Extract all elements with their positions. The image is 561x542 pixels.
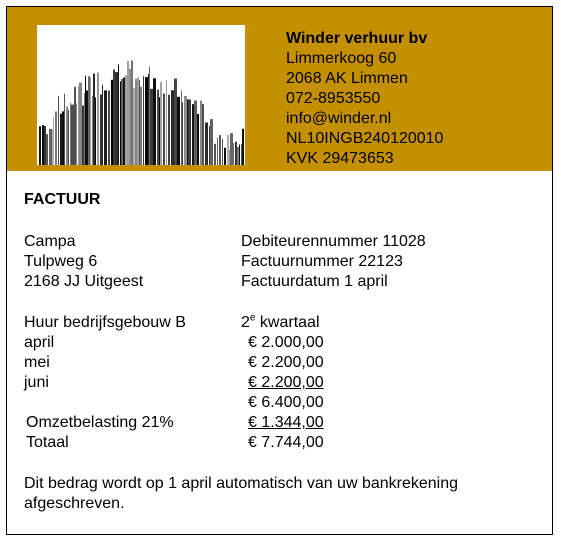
invoice-date: Factuurdatum 1 april: [241, 273, 388, 290]
skyline-bar: [55, 112, 57, 165]
skyline-bar: [157, 90, 159, 165]
rental-description: Huur bedrijfsgebouw B: [24, 314, 186, 331]
invoice-number: Factuurnummer 22123: [241, 253, 403, 270]
line-amount: € 2.000,00: [248, 334, 324, 351]
skyline-bar: [93, 73, 95, 165]
skyline-bar: [133, 88, 135, 165]
skyline-bar: [187, 99, 188, 165]
skyline-bar: [97, 73, 99, 165]
skyline-bar: [219, 135, 221, 165]
skyline-bar: [163, 93, 165, 165]
skyline-bar: [60, 114, 62, 165]
skyline-bar: [202, 104, 204, 165]
skyline-bar: [227, 135, 229, 165]
skyline-bar: [131, 60, 133, 165]
skyline-bar: [150, 89, 153, 165]
customer-name: Campa: [24, 233, 76, 250]
skyline-bar: [88, 76, 90, 165]
skyline-bar: [139, 80, 140, 165]
skyline-bar: [230, 133, 233, 165]
skyline-bar: [205, 122, 208, 165]
skyline-bar: [120, 81, 121, 165]
skyline-bar: [222, 139, 223, 165]
skyline-bar: [42, 125, 44, 165]
skyline-bar: [174, 79, 177, 165]
skyline-bar: [242, 129, 244, 165]
line-amount: € 2.200,00: [248, 374, 324, 391]
skyline-bar: [148, 74, 149, 165]
skyline-bar: [39, 126, 41, 165]
subtotal-amount: € 6.400,00: [248, 394, 324, 411]
skyline-bar: [58, 96, 59, 165]
skyline-bar: [241, 144, 242, 165]
line-label: april: [24, 334, 55, 351]
skyline-bar: [118, 64, 119, 165]
skyline-bar: [86, 90, 88, 165]
invoice-frame: [6, 6, 553, 535]
skyline-bar: [52, 129, 53, 165]
debtor-number: Debiteurennummer 11028: [241, 233, 426, 250]
skyline-bar: [233, 143, 234, 165]
skyline-bar: [66, 106, 68, 165]
skyline-bar: [209, 126, 210, 165]
quarter-label: [241, 313, 320, 333]
skyline-bar: [237, 147, 239, 165]
letterhead: [7, 7, 552, 171]
skyline-bar: [113, 70, 115, 165]
skyline-bar: [129, 69, 131, 165]
skyline-bar: [49, 129, 52, 165]
payment-note-line1: Dit bedrag wordt op 1 april automatisch van uw bankrekening: [24, 475, 459, 492]
skyline-bar: [53, 117, 54, 165]
skyline-bar: [102, 85, 103, 165]
skyline-bar: [217, 138, 218, 165]
skyline-bar: [181, 90, 182, 165]
line-amount: € 2.200,00: [248, 354, 324, 371]
skyline-bar: [210, 119, 213, 165]
skyline-bar: [95, 97, 96, 165]
skyline-bar: [127, 61, 129, 165]
skyline-bar: [140, 87, 142, 165]
skyline-bar: [115, 72, 118, 165]
skyline-bar: [108, 91, 110, 165]
company-phone: 072-8953550: [286, 90, 381, 107]
company-address: Limmerkoog 60: [286, 50, 397, 67]
skyline-bar: [70, 103, 71, 165]
vat-amount: € 1.344,00: [248, 414, 324, 431]
skyline-bar: [192, 104, 194, 165]
skyline-bar: [145, 77, 148, 165]
skyline-bar: [74, 87, 76, 165]
skyline-bar: [125, 75, 127, 165]
skyline-bar: [194, 101, 197, 165]
skyline-bar: [82, 106, 84, 165]
skyline-bar: [159, 97, 160, 165]
company-logo-skyline: [37, 25, 245, 165]
company-details: [286, 29, 443, 169]
quarter-text: kwartaal: [255, 314, 320, 331]
line-label: mei: [24, 354, 50, 371]
skyline-bar: [92, 95, 93, 165]
skyline-bar: [123, 78, 125, 165]
skyline-bar: [229, 150, 230, 165]
company-email: info@winder.nl: [286, 110, 392, 127]
skyline-graphic: [37, 25, 245, 165]
skyline-bar: [46, 134, 48, 165]
skyline-bar: [79, 83, 82, 165]
customer-postal-city: 2168 JJ Uitgeest: [24, 273, 144, 290]
skyline-bar: [166, 80, 167, 165]
company-name: Winder verhuur bv: [286, 30, 428, 47]
skyline-bar: [149, 67, 150, 165]
company-kvk: KVK 29473653: [286, 150, 394, 167]
skyline-bar: [104, 90, 107, 165]
skyline-bar: [44, 126, 46, 165]
skyline-bar: [182, 102, 183, 165]
total-label: Totaal: [26, 434, 69, 451]
invoice-title: FACTUUR: [24, 191, 101, 208]
skyline-bar: [235, 142, 237, 165]
company-postal-city: 2068 AK Limmen: [286, 70, 408, 87]
skyline-bar: [197, 114, 199, 165]
skyline-bar: [177, 97, 180, 165]
skyline-bar: [85, 76, 86, 165]
skyline-bar: [76, 103, 77, 165]
skyline-bar: [90, 77, 91, 165]
skyline-bar: [111, 80, 113, 165]
skyline-bar: [64, 94, 65, 165]
vat-label: Omzetbelasting 21%: [26, 414, 174, 431]
skyline-bar: [78, 86, 79, 165]
skyline-bar: [168, 95, 170, 165]
skyline-bar: [100, 95, 102, 165]
payment-note-line2: afgeschreven.: [24, 495, 125, 512]
skyline-bar: [62, 111, 64, 165]
skyline-bar: [143, 76, 144, 165]
skyline-bar: [200, 101, 202, 165]
skyline-bar: [184, 96, 187, 165]
skyline-bar: [68, 110, 69, 165]
skyline-bar: [160, 82, 162, 165]
skyline-bar: [84, 93, 85, 165]
quarter-ordinal: e: [249, 312, 256, 324]
skyline-bar: [214, 144, 216, 165]
company-iban: NL10INGB240120010: [286, 130, 444, 147]
skyline-bar: [224, 148, 226, 165]
skyline-bar: [153, 78, 156, 165]
customer-street: Tulpweg 6: [24, 253, 98, 270]
total-amount: € 7.744,00: [248, 434, 324, 451]
skyline-bar: [239, 144, 240, 165]
line-label: juni: [24, 374, 49, 391]
skyline-bar: [137, 77, 139, 165]
quarter-number: 2: [241, 314, 250, 331]
skyline-bar: [121, 79, 123, 165]
skyline-bar: [71, 105, 74, 165]
skyline-bar: [171, 90, 174, 165]
skyline-bar: [135, 79, 137, 165]
skyline-bar: [188, 99, 191, 165]
